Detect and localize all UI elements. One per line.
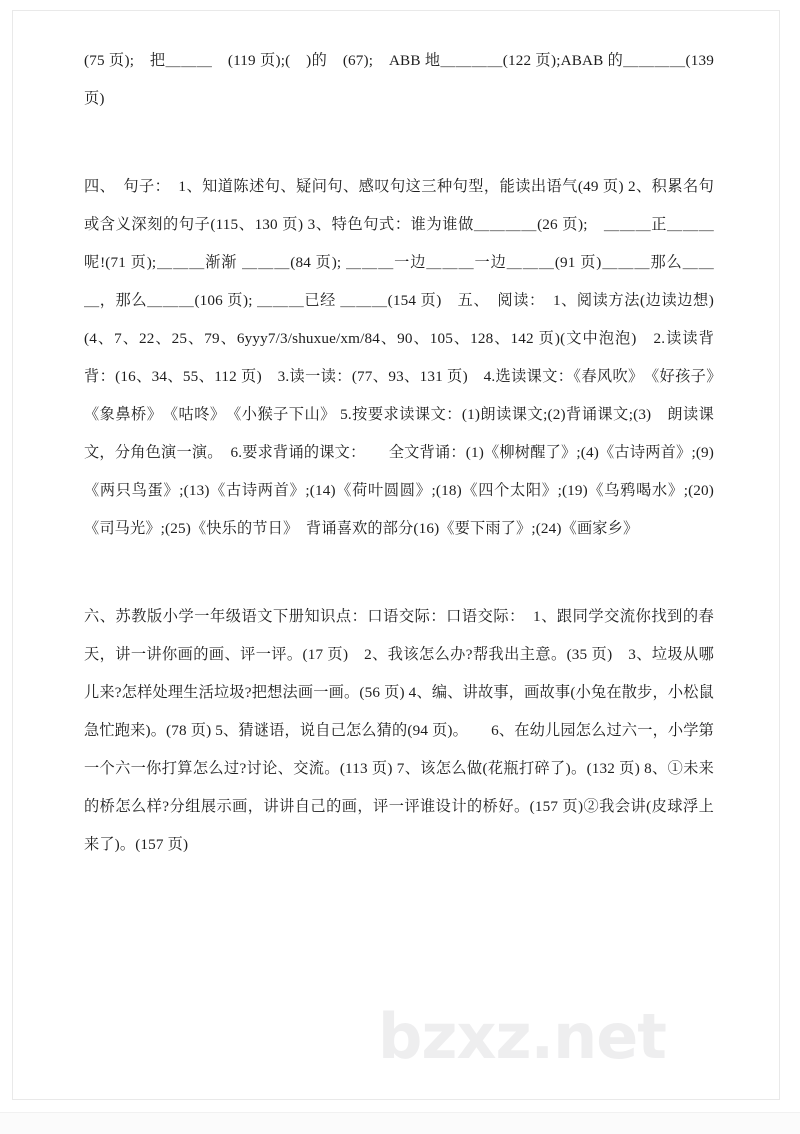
paragraph-section-six-oral-communication: 六、苏教版小学一年级语文下册知识点：口语交际：口语交际： 1、跟同学交流你找到的春天，讲一讲你画的画、评一评。(17 页) 2、我该怎么办?帮我出主意。(35 页) 3、垃圾从哪儿来?怎样处理生活垃圾?把想法画一画。(56 页) 4、编、讲故事，画故事(小兔在散步，小松鼠急忙跑来)。(78 页) 5、猜谜语，说自己怎么猜的(94 页)。 6、在幼儿园怎么过六一，小学第一个六一你打算怎么过?讨论、交流。(113 页) 7、该怎么做(花瓶打碎了)。(132 页) 8、①未来的桥怎么样?分组展示画，讲讲自己的画，评一评谁设计的桥好。(157 页)②我会讲(皮球浮上来了)。(157 页) [84, 608, 714, 853]
document-body [84, 42, 730, 864]
paragraph-section-four-sentences: 四、 句子： 1、知道陈述句、疑问句、感叹句这三种句型，能读出语气(49 页) 2、积累名句或含义深刻的句子(115、130 页) 3、特色句式：谁为谁做＿＿＿＿(26 页); ＿＿＿正＿＿＿ 呢!(71 页);＿＿＿渐渐 ＿＿＿(84 页); ＿＿＿一边＿＿＿一边＿＿＿(91 页)＿＿＿那么＿＿＿，那么＿＿＿(106 页); ＿＿＿已经 ＿＿＿(154 页) 五、 阅读： 1、阅读方法(边读边想)(4、7、22、25、79、6yyy7/3/shuxue/xm/84、90、105、128、142 页)(文中泡泡) 2.读读背背：(16、34、55、112 页) 3.读一读：(77、93、131 页) 4.选读课文：《春风吹》 《好孩子》 《象鼻桥》 《咕咚》 《小猴子下山》 5.按要求读课文：(1)朗读课文;(2)背诵课文;(3) 朗读课文，分角色演一演。 6.要求背诵的课文： 全文背诵：(1)《柳树醒了》;(4)《古诗两首》;(9)《两只鸟蛋》;(13)《古诗两首》;(14)《荷叶圆圆》;(18)《四个太阳》;(19)《乌鸦喝水》;(20)《司马光》;(25)《快乐的节日》 背诵喜欢的部分(16)《要下雨了》;(24)《画家乡》 [84, 178, 730, 537]
paragraph-fill-in-blanks-continued: (75 页); 把＿＿＿ (119 页);( )的 (67); ABB 地＿＿＿＿(122 页);ABAB 的＿＿＿＿(139 页) [84, 52, 714, 107]
page-bottom-edge [0, 1112, 800, 1134]
site-watermark: bzxz.net [378, 1000, 666, 1073]
